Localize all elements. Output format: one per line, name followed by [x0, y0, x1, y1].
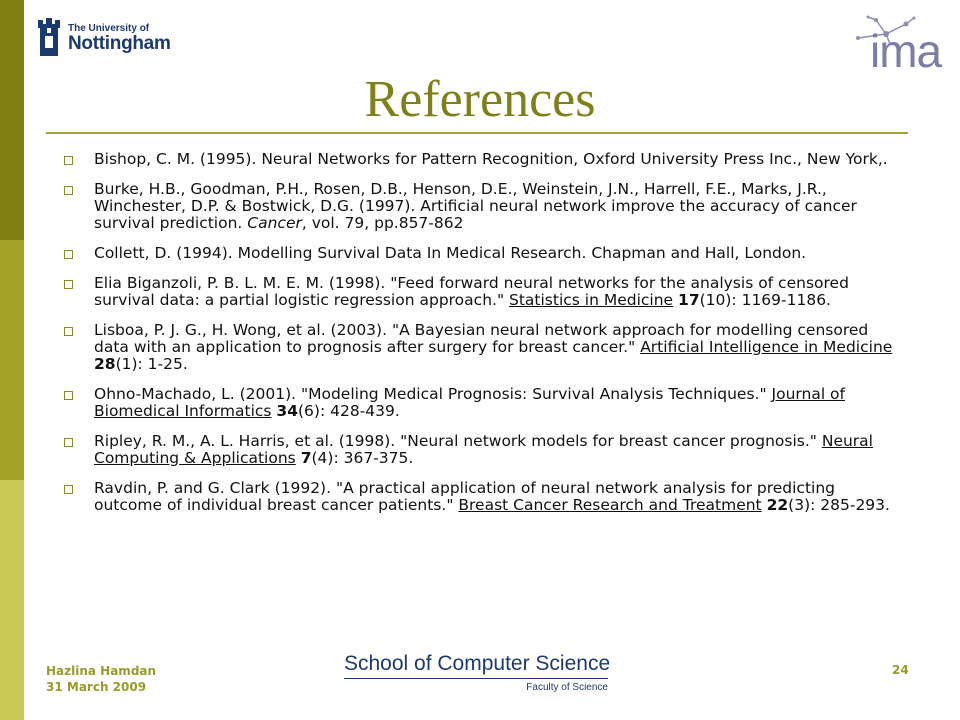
reference-list — [64, 151, 904, 527]
side-bar-mid — [0, 240, 24, 480]
reference-item — [64, 386, 904, 420]
reference-item — [64, 245, 904, 262]
square-bullet-icon — [64, 186, 73, 195]
volume-number: 7 — [300, 449, 312, 467]
reference-text: , vol. 79, pp.857-862 — [301, 214, 464, 232]
reference-text: Ohno-Machado, L. (2001). "Modeling Medical Prognosis: Survival Analysis Techniques." — [94, 385, 772, 403]
reference-item — [64, 151, 904, 168]
square-bullet-icon — [64, 280, 73, 289]
reference-text: Burke, H.B., Goodman, P.H., Rosen, D.B., Henson, D.E., Weinstein, J.N., Harrell, F.E., Marks, J.R., Winchester, D.P. & Bostwick, D.G. (1997). Artificial neural network improve the accuracy of cancer survival prediction. — [94, 180, 857, 232]
square-bullet-icon — [64, 327, 73, 336]
reference-item — [64, 480, 904, 514]
journal-link[interactable]: Breast Cancer Research and Treatment — [458, 496, 762, 514]
reference-text: (1): 1-25. — [115, 355, 188, 373]
reference-item — [64, 433, 904, 467]
ima-logo — [846, 14, 946, 77]
reference-text: Lisboa, P. J. G., H. Wong, et al. (2003). "A Bayesian neural network approach for modelling censored data with an application to prognosis after surgery for breast cancer." — [94, 321, 869, 356]
journal-link[interactable]: Journal of Biomedical Informatics — [94, 385, 845, 420]
volume-number: 22 — [766, 496, 789, 514]
university-line2: Nottingham — [68, 32, 171, 54]
square-bullet-icon — [64, 391, 73, 400]
page-number: 24 — [892, 663, 909, 677]
square-bullet-icon — [64, 485, 73, 494]
journal-title: Cancer — [247, 214, 302, 232]
volume-number: 28 — [94, 355, 116, 373]
square-bullet-icon — [64, 250, 73, 259]
school-underline — [344, 678, 608, 679]
university-logo — [38, 18, 171, 58]
reference-text: (3): 285-293. — [788, 496, 890, 514]
volume-number: 17 — [678, 291, 700, 309]
journal-link[interactable]: Neural Computing & Applications — [94, 432, 873, 467]
school-logo — [344, 652, 611, 693]
faculty-name: Faculty of Science — [526, 682, 608, 693]
footer-author-block — [46, 663, 156, 695]
footer-author: Hazlina Hamdan — [46, 664, 157, 678]
ima-logo-text: ima — [870, 25, 942, 77]
slide-title: References — [364, 71, 596, 128]
school-name: School of Computer Science — [344, 652, 611, 675]
reference-item — [64, 275, 904, 309]
title-divider — [46, 132, 908, 134]
reference-text: Ripley, R. M., A. L. Harris, et al. (1998). "Neural network models for breast cancer prognosis." — [94, 432, 822, 450]
reference-text: (10): 1169-1186. — [699, 291, 831, 309]
journal-link[interactable]: Artificial Intelligence in Medicine — [640, 338, 893, 356]
footer-date: 31 March 2009 — [46, 680, 147, 694]
crest-icon — [38, 18, 60, 58]
reference-text: Collett, D. (1994). Modelling Survival Data In Medical Research. Chapman and Hall, London. — [94, 244, 807, 262]
reference-text: Elia Biganzoli, P. B. L. M. E. M. (1998). "Feed forward neural networks for the analysis of censored survival data: a partial logistic regression approach." — [94, 274, 849, 309]
square-bullet-icon — [64, 156, 73, 165]
reference-text: Bishop, C. M. (1995). Neural Networks for Pattern Recognition, Oxford University Press Inc., New York,. — [94, 150, 888, 168]
reference-text: Ravdin, P. and G. Clark (1992). "A practical application of neural network analysis for predicting outcome of individual breast cancer patients." — [94, 479, 835, 514]
university-line1: The University of — [68, 22, 150, 34]
reference-item — [64, 322, 904, 373]
journal-link[interactable]: Statistics in Medicine — [509, 291, 674, 309]
volume-number: 34 — [276, 402, 298, 420]
side-bar-light — [0, 480, 24, 720]
reference-item — [64, 181, 904, 232]
square-bullet-icon — [64, 438, 73, 447]
reference-text: (6): 428-439. — [298, 402, 400, 420]
reference-text: (4): 367-375. — [311, 449, 414, 467]
